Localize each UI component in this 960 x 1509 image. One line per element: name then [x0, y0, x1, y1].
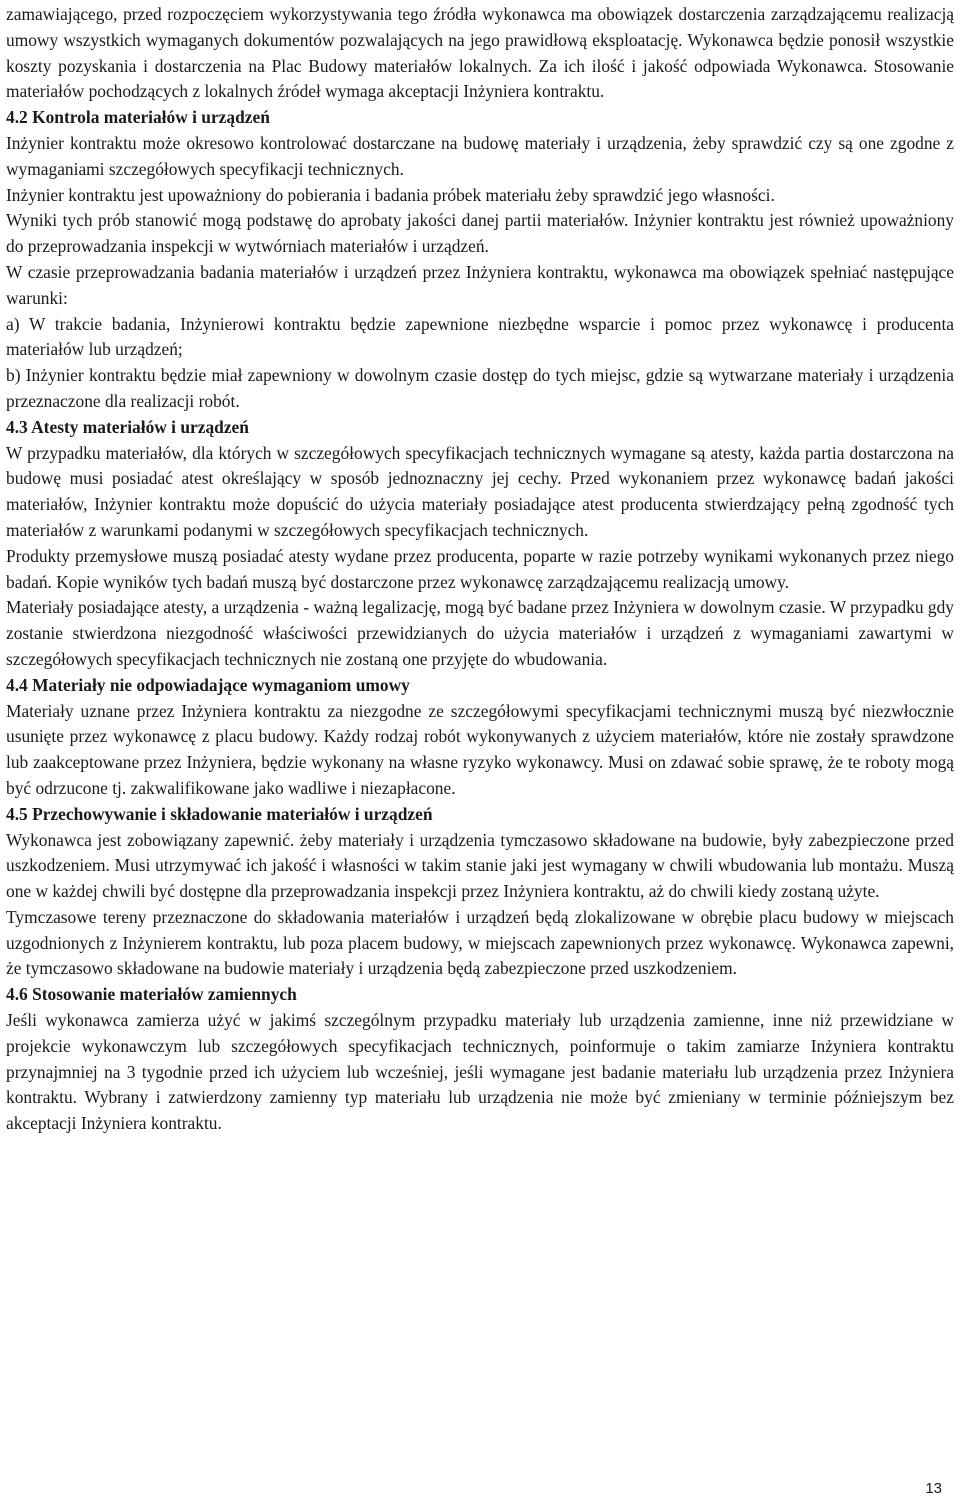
paragraph: Materiały posiadające atesty, a urządzenia - ważną legalizację, mogą być badane przez Inżyniera w dowolnym czasie. W przypadku gdy zostanie stwierdzona niezgodność właściwości przewidzianych do użycia materiałów i urządzeń z wymaganiami zawartymi w szczegółowych specyfikacjach technicznych nie zostaną one przyjęte do wbudowania.	[6, 597, 954, 669]
paragraph: Materiały uznane przez Inżyniera kontraktu za niezgodne ze szczegółowymi specyfikacjami technicznymi muszą być niezwłocznie usunięte przez wykonawcę z placu budowy. Każdy rodzaj robót wykonywanych z użyciem materiałów, które nie zostały sprawdzone lub zaakceptowane przez Inżyniera, będzie wykonany na własne ryzyko wykonawcy. Musi on zdawać sobie sprawę, że te roboty mogą być odrzucone tj. zakwalifikowane jako wadliwe i niezapłacone.	[6, 700, 954, 798]
paragraph: Jeśli wykonawca zamierza użyć w jakimś szczególnym przypadku materiały lub urządzenia zamienne, inne niż przewidziane w projekcie wykonawczym lub szczegółowych specyfikacjach technicznych, poinformuje o takim zamiarze Inżyniera kontraktu przynajmniej na 3 tygodnie przed ich użyciem lub wcześniej, jeśli wymagane jest badanie materiału lub urządzenia przez Inżyniera kontraktu. Wybrany i zatwierdzony zamienny typ materiału lub urządzenia nie może być zmieniany w terminie późniejszym bez akceptacji Inżyniera kontraktu.	[6, 1010, 954, 1134]
section-heading-4-6: 4.6 Stosowanie materiałów zamiennych	[6, 984, 297, 1005]
section-heading-4-2: 4.2 Kontrola materiałów i urządzeń	[6, 107, 270, 128]
paragraph: Tymczasowe tereny przeznaczone do składowania materiałów i urządzeń będą zlokalizowane w obrębie placu budowy w miejscach uzgodnionych z Inżynierem kontraktu, lub poza placem budowy, w miejscach zapewnionych przez wykonawcę. Wykonawca zapewni, że tymczasowo składowane na budowie materiały i urządzenia będą zabezpieczone przed uszkodzeniem.	[6, 906, 954, 979]
list-item-a: a) W trakcie badania, Inżynierowi kontraktu będzie zapewnione niezbędne wsparcie i pomoc przez wykonawcę i producenta materiałów lub urządzeń;	[6, 313, 954, 360]
document-body	[6, 2, 954, 1137]
paragraph: W czasie przeprowadzania badania materiałów i urządzeń przez Inżyniera kontraktu, wykonawca ma obowiązek spełniać następujące warunki:	[6, 261, 954, 308]
paragraph: W przypadku materiałów, dla których w szczegółowych specyfikacjach technicznych wymagane są atesty, każda partia dostarczona na budowę musi posiadać atest określający w sposób jednoznaczny jej cechy. Przed wykonaniem przez wykonawcę badań jakości materiałów, Inżynier kontraktu może dopuścić do użycia materiały posiadające atest producenta stwierdzający pełną zgodność tych materiałów z warunkami podanymi w szczegółowych specyfikacjach technicznych.	[6, 442, 954, 540]
paragraph: Inżynier kontraktu jest upoważniony do pobierania i badania próbek materiału żeby sprawdzić jego własności.	[6, 184, 775, 205]
paragraph: Produkty przemysłowe muszą posiadać atesty wydane przez producenta, poparte w razie potrzeby wynikami wykonanych przez niego badań. Kopie wyników tych badań muszą być dostarczone przez wykonawcę zarządzającemu realizacją umowy.	[6, 545, 954, 592]
paragraph: Wyniki tych prób stanowić mogą podstawę do aprobaty jakości danej partii materiałów. Inżynier kontraktu jest również upoważniony do przeprowadzania inspekcji w wytwórniach materiałów i urządzeń.	[6, 210, 954, 257]
paragraph-local-materials: zamawiającego, przed rozpoczęciem wykorzystywania tego źródła wykonawca ma obowiązek dostarczenia zarządzającemu realizacją umowy wszystkich wymaganych dokumentów pozwalających na jego prawidłową eksploatację. Wykonawca będzie ponosił wszystkie koszty pozyskania i dostarczenia na Plac Budowy materiałów lokalnych. Za ich ilość i jakość odpowiada Wykonawca. Stosowanie materiałów pochodzących z lokalnych źródeł wymaga akceptacji Inżyniera kontraktu.	[6, 4, 954, 102]
paragraph: Inżynier kontraktu może okresowo kontrolować dostarczane na budowę materiały i urządzenia, żeby sprawdzić czy są one zgodne z wymaganiami szczegółowych specyfikacji technicznych.	[6, 132, 954, 179]
section-heading-4-3: 4.3 Atesty materiałów i urządzeń	[6, 416, 249, 437]
list-item-b: b) Inżynier kontraktu będzie miał zapewniony w dowolnym czasie dostęp do tych miejsc, gdzie są wytwarzane materiały i urządzenia przeznaczone dla realizacji robót.	[6, 365, 954, 411]
paragraph: Wykonawca jest zobowiązany zapewnić. żeby materiały i urządzenia tymczasowo składowane na budowie, były zabezpieczone przed uszkodzeniem. Musi utrzymywać ich jakość i własności w takim stanie jaki jest wymagany w chwili wbudowania lub montażu. Muszą one w każdej chwili być dostępne dla przeprowadzania inspekcji przez Inżyniera kontraktu, aż do chwili kiedy zostaną użyte.	[6, 829, 954, 902]
page-number: 13	[925, 1480, 942, 1497]
section-heading-4-5: 4.5 Przechowywanie i składowanie materiałów i urządzeń	[6, 803, 433, 824]
section-heading-4-4: 4.4 Materiały nie odpowiadające wymaganiom umowy	[6, 674, 410, 695]
